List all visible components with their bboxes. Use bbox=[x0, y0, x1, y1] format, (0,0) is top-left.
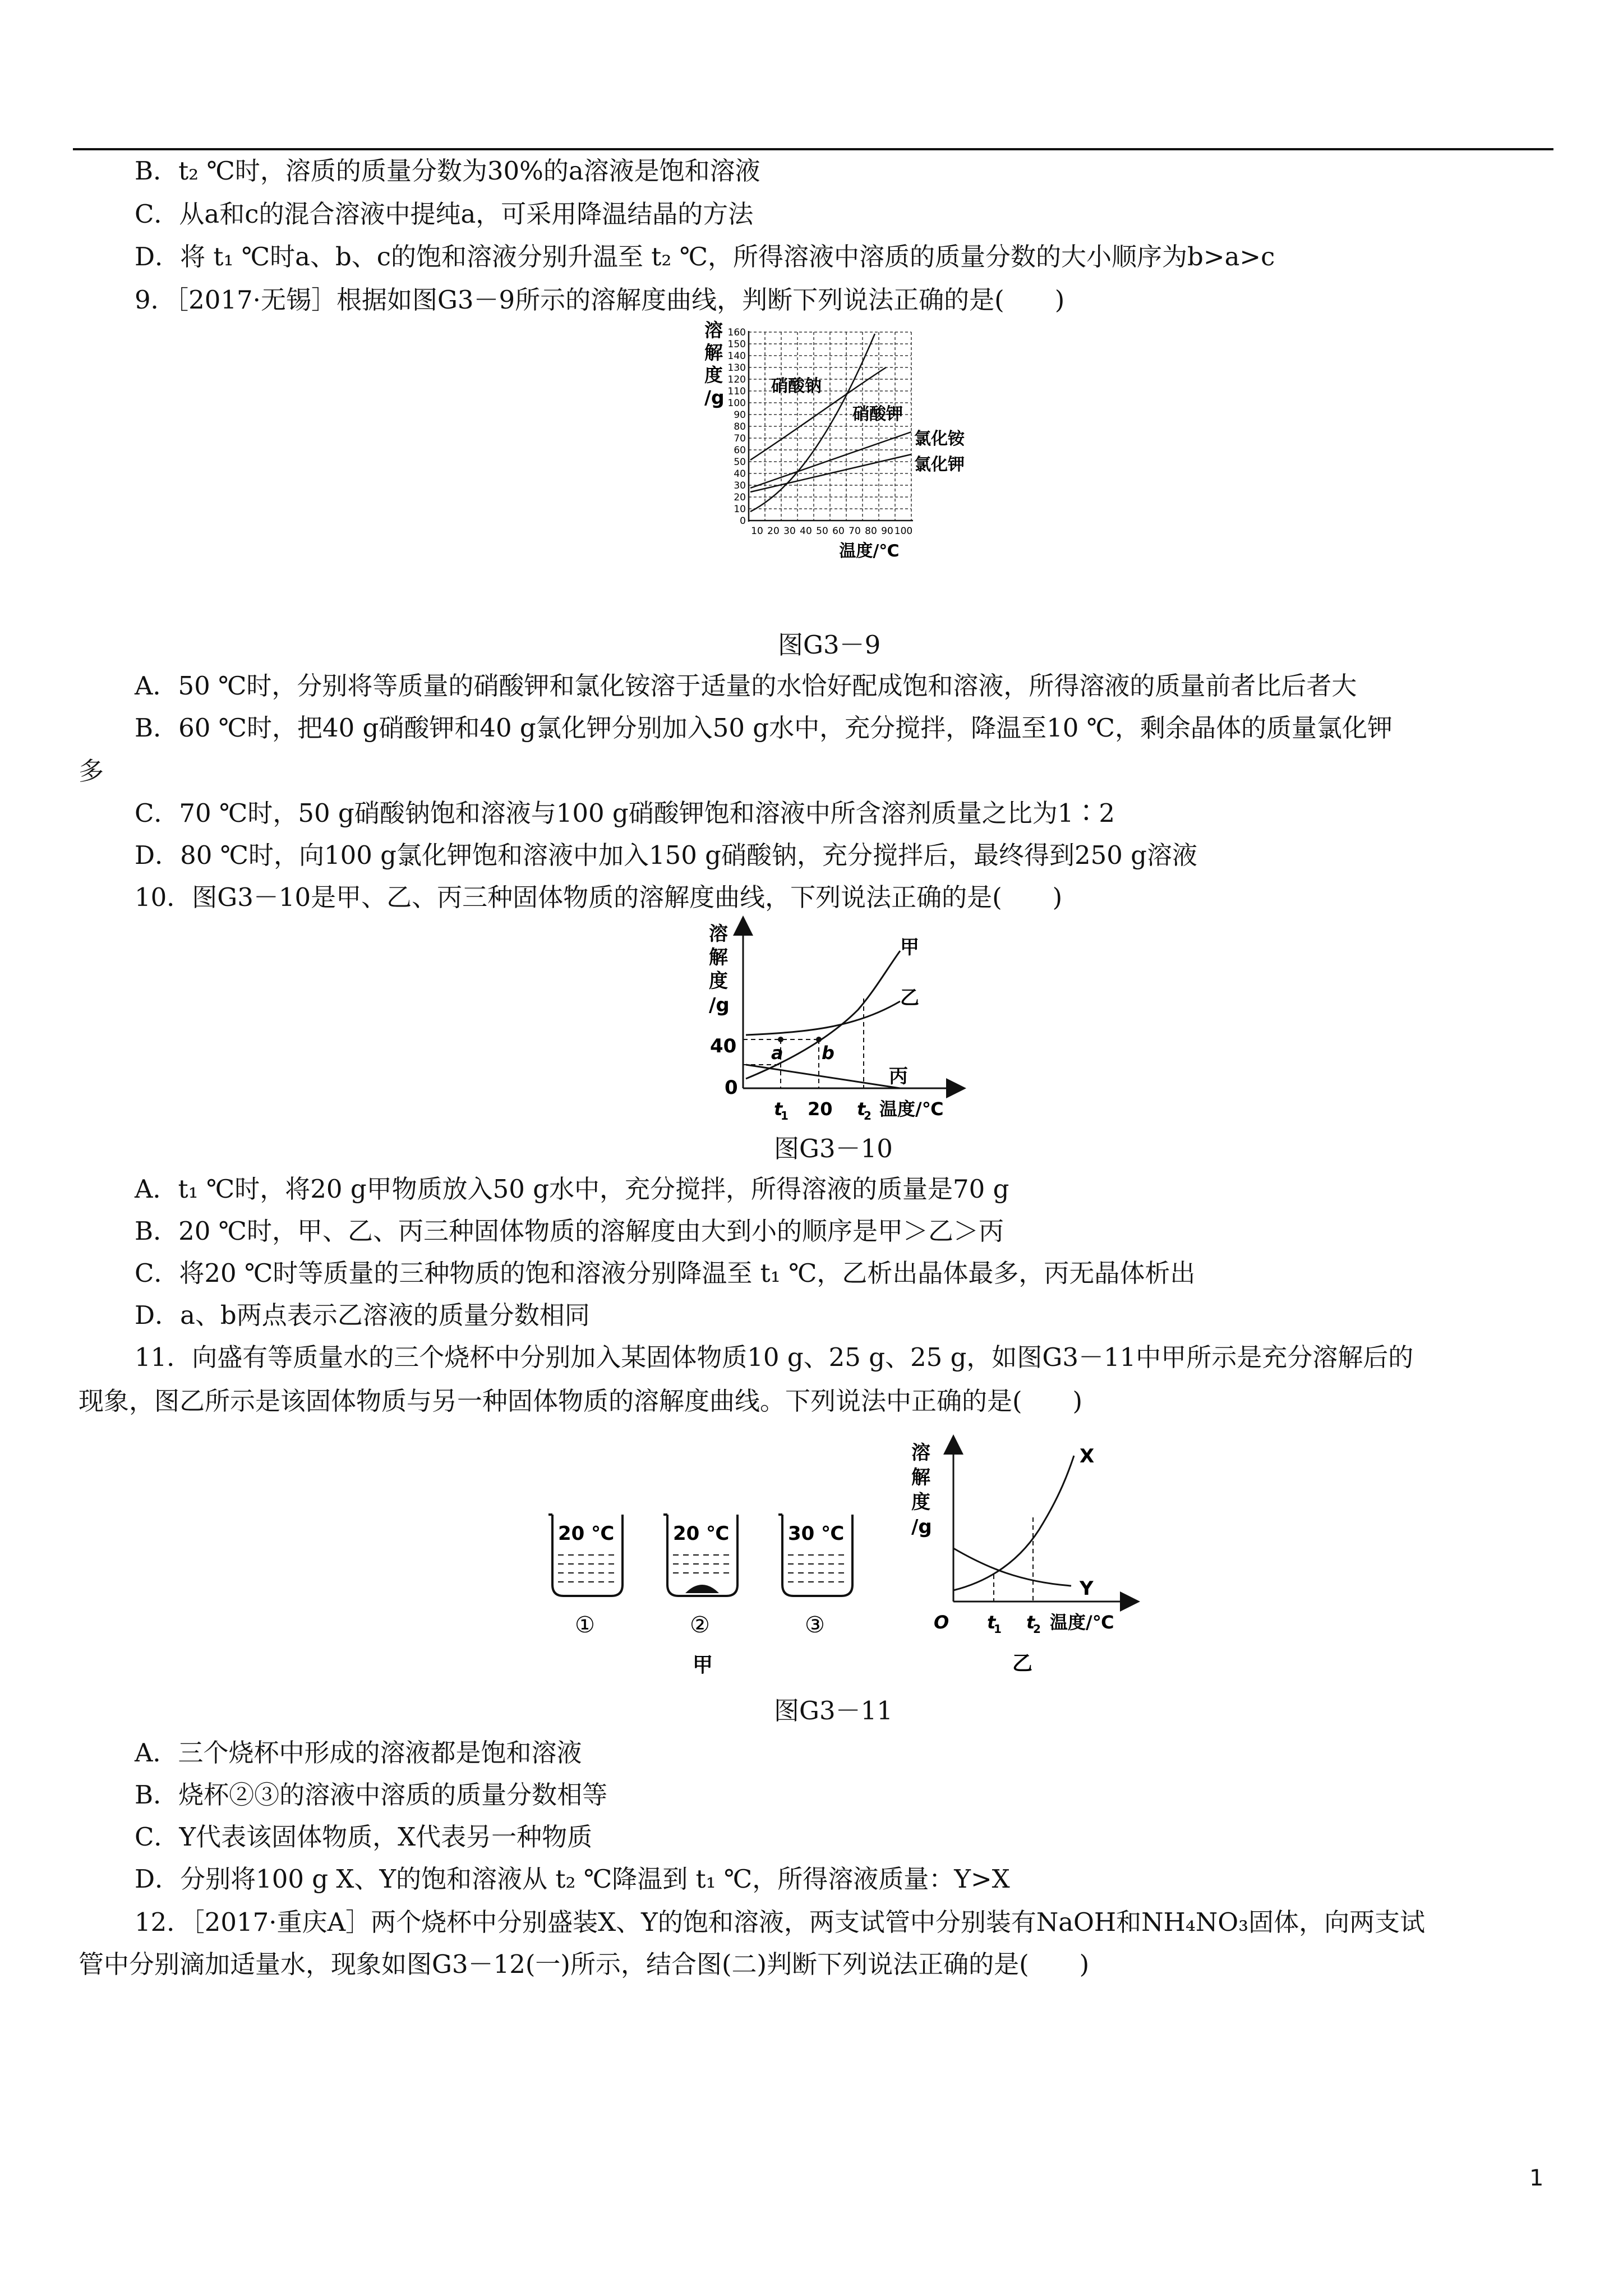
fig11-ylabel bbox=[911, 1442, 932, 1538]
beaker-label-3: ③ bbox=[805, 1612, 825, 1638]
undissolved-solid bbox=[685, 1585, 719, 1593]
origin-label: O bbox=[934, 1612, 949, 1633]
beaker-label-2: ② bbox=[690, 1612, 710, 1638]
fig9-ytick: 50 bbox=[734, 457, 746, 468]
fig9-ytick: 140 bbox=[727, 351, 746, 362]
xtick-t1: t bbox=[774, 1098, 783, 1120]
fig9-xtick: 80 bbox=[865, 526, 877, 537]
fig10-ylabel-char: /g bbox=[709, 994, 730, 1016]
beaker-2 bbox=[663, 1515, 737, 1596]
q9-option-d: D．80 ℃时，向100 g氯化钾饱和溶液中加入150 g硝酸钠，充分搅拌后，最终得到250 g溶液 bbox=[135, 840, 1197, 870]
fig11-ylabel-char: 解 bbox=[911, 1466, 930, 1489]
fig9-xtick: 70 bbox=[849, 526, 861, 537]
fig9-ylabel-char: /g bbox=[704, 386, 725, 408]
fig9-xtick: 100 bbox=[894, 526, 913, 537]
q9-option-b: B．60 ℃时，把40 g硝酸钾和40 g氯化钾分别加入50 g水中，充分搅拌，降温至10 ℃，剩余晶体的质量氯化钾 bbox=[135, 713, 1393, 743]
xtick-t2-sub: 2 bbox=[1033, 1622, 1041, 1636]
fig9-ytick: 80 bbox=[734, 421, 746, 432]
beaker-3-temp: 30 ℃ bbox=[788, 1522, 845, 1545]
fig10-y0: 0 bbox=[725, 1076, 738, 1099]
fig9-xtick: 90 bbox=[881, 526, 893, 537]
q10-option-c: C．将20 ℃时等质量的三种物质的饱和溶液分别降温至 t₁ ℃，乙析出晶体最多，丙无晶体析出 bbox=[135, 1258, 1196, 1288]
xtick-t2-sub: 2 bbox=[864, 1109, 872, 1122]
label-y: Y bbox=[1080, 1577, 1094, 1600]
q8-option-b: B．t₂ ℃时，溶质的质量分数为30%的a溶液是饱和溶液 bbox=[135, 156, 760, 186]
fig10-curves bbox=[746, 951, 900, 1088]
q10-option-b: B．20 ℃时，甲、乙、丙三种固体物质的溶解度由大到小的顺序是甲＞乙＞丙 bbox=[135, 1216, 1004, 1246]
beaker-label-1: ① bbox=[575, 1612, 595, 1638]
fig9-xtick: 60 bbox=[832, 526, 845, 537]
fig9-ytick: 120 bbox=[727, 374, 746, 385]
q8-option-d: D．将 t₁ ℃时a、b、c的饱和溶液分别升温至 t₂ ℃，所得溶液中溶质的质量分数的大小顺序为b>a>c bbox=[135, 242, 1275, 272]
figure-g3-11-yi bbox=[909, 1439, 1155, 1674]
fig9-ytick: 130 bbox=[727, 362, 746, 374]
q10-option-a: A．t₁ ℃时，将20 g甲物质放入50 g水中，充分搅拌，所得溶液的质量是70 g bbox=[135, 1174, 1009, 1204]
xtick-20: 20 bbox=[808, 1098, 833, 1120]
q11-option-c: C．Y代表该固体物质，X代表另一种物质 bbox=[135, 1822, 593, 1852]
fig10-caption: 图G3－10 bbox=[774, 1134, 893, 1163]
fig9-ytick: 40 bbox=[734, 468, 746, 480]
fig11-ylabel-char: 度 bbox=[911, 1491, 930, 1513]
fig10-axes bbox=[743, 926, 956, 1088]
xtick-t1: t bbox=[987, 1612, 996, 1633]
fig9-ytick: 90 bbox=[734, 409, 746, 421]
fig9-ytick: 160 bbox=[727, 327, 746, 338]
figure-g3-11-jia bbox=[538, 1492, 875, 1694]
fig10-ylabel-char: 解 bbox=[709, 946, 728, 969]
q9-option-b-cont: 多 bbox=[79, 756, 104, 786]
question-10: 10．图G3－10是甲、乙、丙三种固体物质的溶解度曲线，下列说法正确的是( ) bbox=[135, 882, 1063, 912]
curve-x bbox=[953, 1456, 1074, 1590]
fig11-xticks bbox=[934, 1612, 1114, 1636]
fig9-xtick: 50 bbox=[816, 526, 828, 537]
q11-option-b: B．烧杯②③的溶液中溶质的质量分数相等 bbox=[135, 1780, 608, 1810]
fig11-axes bbox=[953, 1444, 1130, 1602]
question-9: 9．［2017·无锡］根据如图G3－9所示的溶解度曲线，判断下列说法正确的是( ) bbox=[135, 285, 1065, 315]
beaker-1 bbox=[548, 1515, 623, 1596]
fig10-ylabel-char: 溶 bbox=[709, 923, 728, 945]
fig9-ytick: 0 bbox=[740, 516, 746, 527]
question-11-cont: 现象，图乙所示是该固体物质与另一种固体物质的溶解度曲线。下列说法中正确的是( ) bbox=[79, 1386, 1083, 1416]
label-bing: 丙 bbox=[889, 1065, 908, 1088]
label-yi: 乙 bbox=[900, 987, 919, 1009]
fig9-ytick: 30 bbox=[734, 480, 746, 491]
curve-y bbox=[953, 1548, 1071, 1586]
xtick-t1-sub: 1 bbox=[781, 1109, 789, 1122]
fig10-ylabel bbox=[709, 923, 730, 1016]
fig11-jia-label: 甲 bbox=[693, 1654, 713, 1677]
xtick-t2: t bbox=[1026, 1612, 1035, 1633]
fig9-ytick: 20 bbox=[734, 492, 746, 503]
fig9-xtick: 10 bbox=[751, 526, 763, 537]
xtick-t2: t bbox=[857, 1098, 866, 1120]
fig10-xlabel: 温度/℃ bbox=[879, 1098, 944, 1120]
fig9-ytick: 110 bbox=[727, 386, 746, 397]
fig9-ytick: 150 bbox=[727, 339, 746, 350]
fig9-y-ticks bbox=[728, 327, 746, 527]
fig9-caption: 图G3－9 bbox=[778, 630, 881, 660]
q8-option-c: C．从a和c的混合溶液中提纯a，可采用降温结晶的方法 bbox=[135, 199, 754, 229]
label-nh4cl: 氯化铵 bbox=[914, 429, 965, 449]
label-x: X bbox=[1080, 1445, 1095, 1467]
fig9-xlabel: 温度/℃ bbox=[839, 541, 900, 561]
fig9-ylabel bbox=[704, 319, 725, 408]
fig10-guides bbox=[743, 999, 864, 1088]
beaker-2-temp: 20 ℃ bbox=[673, 1522, 730, 1545]
q11-option-a: A．三个烧杯中形成的溶液都是饱和溶液 bbox=[135, 1738, 582, 1768]
fig9-ylabel-char: 度 bbox=[704, 364, 723, 386]
beaker-1-temp: 20 ℃ bbox=[558, 1522, 615, 1545]
fig10-y40: 40 bbox=[710, 1035, 737, 1057]
fig9-ytick: 100 bbox=[727, 398, 746, 409]
figure-g3-9 bbox=[701, 319, 965, 634]
label-nano3: 硝酸钠 bbox=[771, 376, 822, 396]
fig9-ytick: 60 bbox=[734, 445, 746, 456]
fig9-ytick: 10 bbox=[734, 504, 746, 515]
fig9-ylabel-char: 溶 bbox=[704, 319, 723, 341]
fig9-ytick: 70 bbox=[734, 433, 746, 444]
fig11-ylabel-char: 溶 bbox=[911, 1442, 930, 1464]
question-12-cont: 管中分别滴加适量水，现象如图G3－12(一)所示，结合图(二)判断下列说法正确的是( ) bbox=[79, 1949, 1090, 1979]
curve-yi bbox=[746, 1001, 900, 1035]
page-number: 1 bbox=[1529, 2165, 1544, 2191]
figure-g3-10 bbox=[707, 920, 976, 1133]
question-11: 11．向盛有等质量水的三个烧杯中分别加入某固体物质10 g、25 g、25 g，如图G3－11中甲所示是充分溶解后的 bbox=[135, 1342, 1414, 1372]
q9-option-c: C．70 ℃时，50 g硝酸钠饱和溶液与100 g硝酸钾饱和溶液中所含溶剂质量之比为1∶2 bbox=[135, 798, 1115, 828]
fig9-xtick: 40 bbox=[800, 526, 812, 537]
q10-option-d: D．a、b两点表示乙溶液的质量分数相同 bbox=[135, 1300, 590, 1330]
fig9-xtick: 20 bbox=[767, 526, 780, 537]
question-12: 12．［2017·重庆A］两个烧杯中分别盛装X、Y的饱和溶液，两支试管中分别装有NaOH和NH₄NO₃固体，向两支试 bbox=[135, 1907, 1426, 1937]
fig9-x-ticks bbox=[751, 526, 912, 537]
curve-bing bbox=[746, 1065, 900, 1088]
label-jia: 甲 bbox=[900, 936, 919, 959]
fig11-ylabel-char: /g bbox=[911, 1516, 932, 1538]
beaker-3 bbox=[778, 1515, 852, 1596]
point-b: b bbox=[822, 1042, 834, 1064]
fig10-ylabel-char: 度 bbox=[709, 970, 728, 992]
q9-option-a: A．50 ℃时，分别将等质量的硝酸钾和氯化铵溶于适量的水恰好配成饱和溶液，所得溶液的质量前者比后者大 bbox=[135, 671, 1357, 701]
xtick-t1-sub: 1 bbox=[994, 1622, 1002, 1636]
q11-option-d: D．分别将100 g X、Y的饱和溶液从 t₂ ℃降温到 t₁ ℃，所得溶液质量：Y>X bbox=[135, 1864, 1010, 1894]
fig11-curves bbox=[953, 1456, 1074, 1590]
fig11-xlabel: 温度/℃ bbox=[1050, 1612, 1114, 1633]
fig9-xtick: 30 bbox=[783, 526, 796, 537]
label-kcl: 氯化钾 bbox=[914, 455, 965, 475]
fig10-xticks bbox=[774, 1098, 943, 1122]
point-a: a bbox=[771, 1042, 783, 1064]
fig11-yi-label: 乙 bbox=[1012, 1652, 1033, 1675]
fig9-ylabel-char: 解 bbox=[704, 342, 723, 364]
header-rule bbox=[73, 148, 1553, 150]
label-kno3: 硝酸钾 bbox=[852, 404, 903, 424]
fig11-caption: 图G3－11 bbox=[774, 1696, 893, 1726]
